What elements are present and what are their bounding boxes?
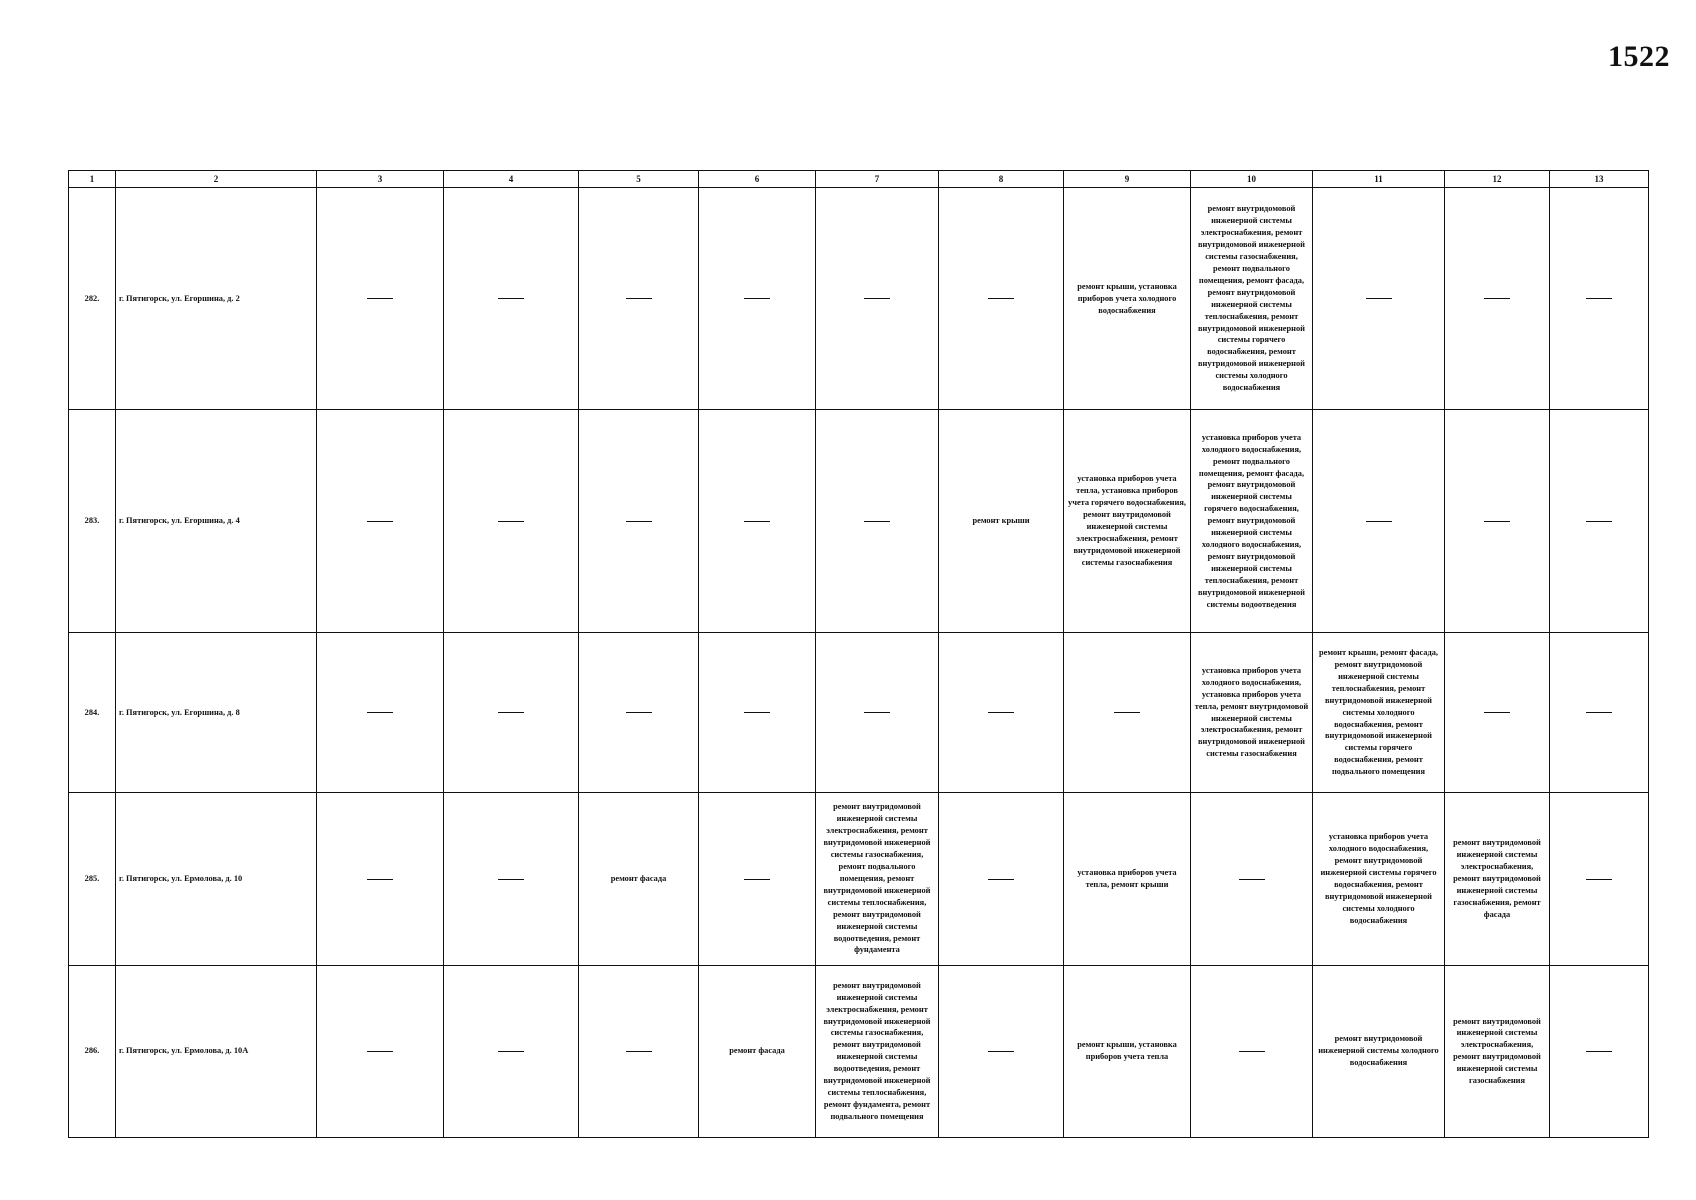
work-cell <box>816 410 939 632</box>
empty-dash <box>1484 298 1510 299</box>
work-cell <box>317 410 444 632</box>
empty-dash <box>864 712 890 713</box>
work-cell <box>1313 188 1445 410</box>
row-number-cell: 283. <box>69 410 116 632</box>
work-cell: ремонт внутридомовой инженерной системы холодного водоснабжения <box>1313 965 1445 1137</box>
column-header: 9 <box>1064 171 1191 188</box>
column-header: 6 <box>699 171 816 188</box>
address-cell: г. Пятигорск, ул. Ермолова, д. 10А <box>116 965 317 1137</box>
work-cell <box>699 632 816 792</box>
column-header: 8 <box>939 171 1064 188</box>
work-cell <box>579 188 699 410</box>
work-cell <box>699 188 816 410</box>
address-cell: г. Пятигорск, ул. Егоршина, д. 4 <box>116 410 317 632</box>
empty-dash <box>498 879 524 880</box>
work-cell <box>444 410 579 632</box>
work-cell <box>317 632 444 792</box>
empty-dash <box>988 1051 1014 1052</box>
empty-dash <box>744 298 770 299</box>
row-number-cell: 282. <box>69 188 116 410</box>
empty-dash <box>626 298 652 299</box>
work-cell <box>699 793 816 965</box>
empty-dash <box>744 879 770 880</box>
work-cell <box>1191 793 1313 965</box>
empty-dash <box>498 712 524 713</box>
work-cell <box>939 965 1064 1137</box>
column-header: 13 <box>1550 171 1649 188</box>
work-cell <box>1191 965 1313 1137</box>
work-cell: ремонт внутридомовой инженерной системы электроснабжения, ремонт внутридомовой инженерной системы газоснабжения, ремонт фасада <box>1445 793 1550 965</box>
work-cell <box>816 632 939 792</box>
table-row <box>69 188 1649 410</box>
empty-dash <box>498 1051 524 1052</box>
row-number-cell: 285. <box>69 793 116 965</box>
work-cell <box>444 965 579 1137</box>
empty-dash <box>864 298 890 299</box>
work-cell <box>1313 410 1445 632</box>
empty-dash <box>367 521 393 522</box>
work-cell <box>939 793 1064 965</box>
work-cell: ремонт внутридомовой инженерной системы электроснабжения, ремонт внутридомовой инженерной системы газоснабжения, ремонт внутридомовой инженерной системы водоотведения, ремонт внутридомовой инженерной системы теплоснабжения, ремонт фундамента, ремонт подвального помещения <box>816 965 939 1137</box>
address-cell: г. Пятигорск, ул. Егоршина, д. 8 <box>116 632 317 792</box>
table-row <box>69 965 1649 1137</box>
empty-dash <box>1484 521 1510 522</box>
work-cell: ремонт внутридомовой инженерной системы электроснабжения, ремонт внутридомовой инженерной системы газоснабжения, ремонт подвального помещения, ремонт фасада, ремонт внутридомовой инженерной системы теплоснабжения, ремонт внутридомовой инженерной системы горячего водоснабжения, ремонт внутридомовой инженерной системы холодного водоснабжения <box>1191 188 1313 410</box>
column-header: 2 <box>116 171 317 188</box>
column-header: 11 <box>1313 171 1445 188</box>
empty-dash <box>1239 879 1265 880</box>
row-number-cell: 284. <box>69 632 116 792</box>
empty-dash <box>498 298 524 299</box>
work-cell <box>1550 188 1649 410</box>
work-cell <box>317 965 444 1137</box>
column-header: 12 <box>1445 171 1550 188</box>
work-cell <box>1445 410 1550 632</box>
work-cell <box>1445 632 1550 792</box>
work-cell <box>317 793 444 965</box>
empty-dash <box>1586 712 1612 713</box>
work-cell: ремонт внутридомовой инженерной системы электроснабжения, ремонт внутридомовой инженерной системы газоснабжения <box>1445 965 1550 1137</box>
empty-dash <box>1586 298 1612 299</box>
work-cell: установка приборов учета холодного водоснабжения, ремонт подвального помещения, ремонт фасада, ремонт внутридомовой инженерной системы горячего водоснабжения, ремонт внутридомовой инженерной системы холодного водоснабжения, ремонт внутридомовой инженерной системы теплоснабжения, ремонт внутридомовой инженерной системы водоотведения <box>1191 410 1313 632</box>
column-header: 4 <box>444 171 579 188</box>
work-cell: ремонт крыши, установка приборов учета холодного водоснабжения <box>1064 188 1191 410</box>
work-cell <box>699 410 816 632</box>
empty-dash <box>1586 879 1612 880</box>
empty-dash <box>988 298 1014 299</box>
empty-dash <box>626 1051 652 1052</box>
empty-dash <box>498 521 524 522</box>
work-cell <box>939 188 1064 410</box>
empty-dash <box>864 521 890 522</box>
work-cell: установка приборов учета тепла, установка приборов учета горячего водоснабжения, ремонт внутридомовой инженерной системы электроснабжения, ремонт внутридомовой инженерной системы газоснабжения <box>1064 410 1191 632</box>
work-cell <box>1550 410 1649 632</box>
column-header: 3 <box>317 171 444 188</box>
work-cell <box>444 793 579 965</box>
work-cell <box>444 188 579 410</box>
work-cell: установка приборов учета холодного водоснабжения, ремонт внутридомовой инженерной системы горячего водоснабжения, ремонт внутридомовой инженерной системы холодного водоснабжения <box>1313 793 1445 965</box>
empty-dash <box>1586 1051 1612 1052</box>
work-cell <box>579 965 699 1137</box>
work-cell <box>1550 965 1649 1137</box>
work-cell: установка приборов учета холодного водоснабжения, установка приборов учета тепла, ремонт внутридомовой инженерной системы электроснабжения, ремонт внутридомовой инженерной системы газоснабжения <box>1191 632 1313 792</box>
empty-dash <box>1484 712 1510 713</box>
empty-dash <box>367 298 393 299</box>
work-cell <box>317 188 444 410</box>
empty-dash <box>1366 521 1392 522</box>
empty-dash <box>1366 298 1392 299</box>
empty-dash <box>744 521 770 522</box>
repair-schedule-table <box>68 170 1649 1138</box>
work-cell <box>444 632 579 792</box>
empty-dash <box>626 521 652 522</box>
column-number-row <box>69 171 1649 188</box>
work-cell <box>1550 793 1649 965</box>
work-cell: ремонт фасада <box>579 793 699 965</box>
work-cell: ремонт фасада <box>699 965 816 1137</box>
empty-dash <box>1239 1051 1265 1052</box>
work-cell: ремонт крыши, установка приборов учета тепла <box>1064 965 1191 1137</box>
column-header: 7 <box>816 171 939 188</box>
column-header: 1 <box>69 171 116 188</box>
empty-dash <box>367 712 393 713</box>
column-header: 5 <box>579 171 699 188</box>
table-row <box>69 632 1649 792</box>
empty-dash <box>744 712 770 713</box>
page-number: 1522 <box>1608 40 1670 73</box>
empty-dash <box>626 712 652 713</box>
column-header: 10 <box>1191 171 1313 188</box>
table-row <box>69 410 1649 632</box>
empty-dash <box>1114 712 1140 713</box>
empty-dash <box>367 879 393 880</box>
work-cell <box>1064 632 1191 792</box>
address-cell: г. Пятигорск, ул. Ермолова, д. 10 <box>116 793 317 965</box>
empty-dash <box>988 879 1014 880</box>
empty-dash <box>367 1051 393 1052</box>
work-cell <box>816 188 939 410</box>
empty-dash <box>1586 521 1612 522</box>
work-cell: установка приборов учета тепла, ремонт крыши <box>1064 793 1191 965</box>
work-cell <box>579 410 699 632</box>
work-cell: ремонт внутридомовой инженерной системы электроснабжения, ремонт внутридомовой инженерной системы газоснабжения, ремонт подвального помещения, ремонт внутридомовой инженерной системы теплоснабжения, ремонт внутридомовой инженерной системы водоотведения, ремонт фундамента <box>816 793 939 965</box>
table-row <box>69 793 1649 965</box>
work-cell: ремонт крыши, ремонт фасада, ремонт внутридомовой инженерной системы теплоснабжения, ремонт внутридомовой инженерной системы холодного водоснабжения, ремонт внутридомовой инженерной системы горячего водоснабжения, ремонт подвального помещения <box>1313 632 1445 792</box>
address-cell: г. Пятигорск, ул. Егоршина, д. 2 <box>116 188 317 410</box>
row-number-cell: 286. <box>69 965 116 1137</box>
work-cell <box>1550 632 1649 792</box>
work-cell <box>579 632 699 792</box>
work-cell <box>1445 188 1550 410</box>
work-cell <box>939 632 1064 792</box>
work-cell: ремонт крыши <box>939 410 1064 632</box>
empty-dash <box>988 712 1014 713</box>
